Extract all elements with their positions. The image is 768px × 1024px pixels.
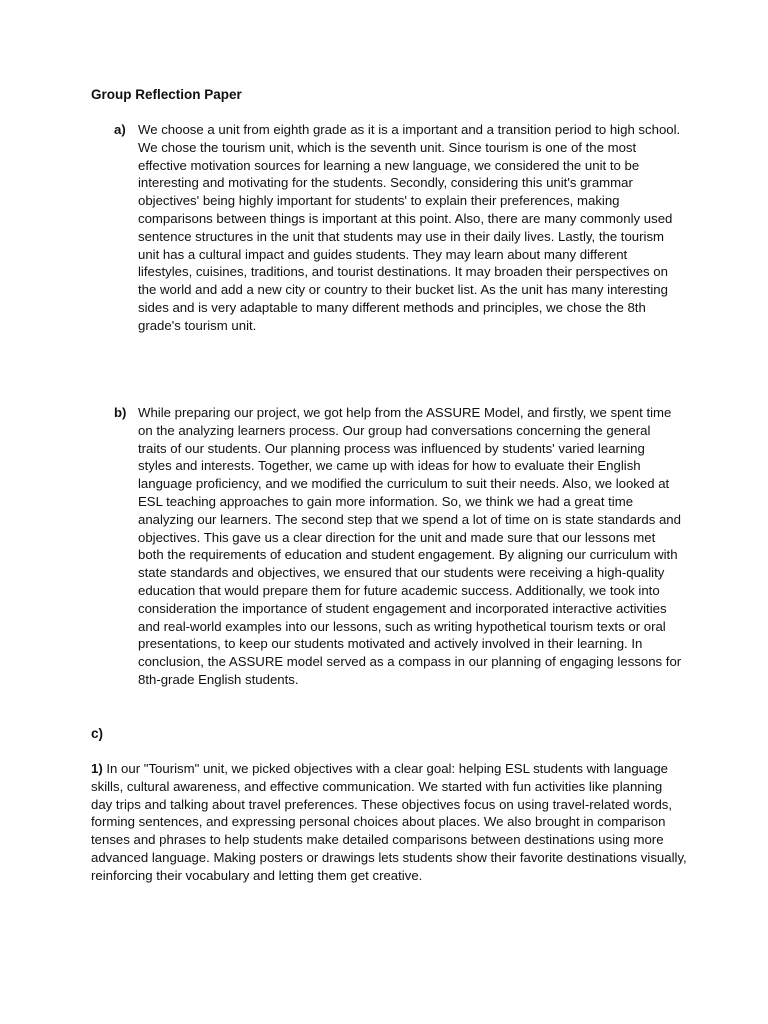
section-a	[114, 121, 682, 335]
section-b-text: While preparing our project, we got help from the ASSURE Model, and firstly, we spent time on the analyzing learners process. Our group had conversations concerning the general traits of our students. Our planning process was influenced by students' varied learning styles and interests. Together, we came up with ideas for how to evaluate their English language proficiency, and we modified the curriculum to suit their needs. Also, we looked at ESL teaching approaches to gain more information. So, we think we had a great time analyzing our learners. The second step that we spend a lot of time on is state standards and objectives. This gave us a clear direction for the unit and made sure that our lessons met both the requirements of education and student engagement. By aligning our curriculum with state standards and objectives, we ensured that our students were receiving a high-quality education that would prepare them for future academic success. Additionally, we took into consideration the importance of student engagement and incorporated interactive activities and real-world examples into our lessons, such as writing hypothetical tourism texts or oral presentations, to keep our students motivated and actively involved in their learning. In conclusion, the ASSURE model served as a compass in our planning of engaging lessons for 8th-grade English students.	[138, 405, 682, 687]
section-b-marker: b)	[114, 405, 127, 420]
document-title: Group Reflection Paper	[91, 87, 242, 102]
section-c-item-1-number: 1)	[91, 761, 103, 776]
section-a-marker: a)	[114, 122, 126, 137]
section-b	[114, 404, 682, 689]
section-c-item-1-text: In our "Tourism" unit, we picked objectives with a clear goal: helping ESL students with language skills, cultural awareness, and effective communication. We started with fun activities like planning day trips and talking about travel preferences. These objectives focus on using travel-related words, forming sentences, and expressing personal choices about places. We also brought in comparison tenses and phrases to help students make detailed comparisons between destinations using more advanced language. Making posters or drawings lets students show their favorite destinations visually, reinforcing their vocabulary and letting them get creative.	[91, 761, 687, 883]
section-c-paragraph-1	[91, 760, 687, 885]
section-c-marker: c)	[91, 726, 104, 741]
section-a-text: We choose a unit from eighth grade as it is a important and a transition period to high school. We chose the tourism unit, which is the seventh unit. Since tourism is one of the most effective motivation sources for learning a new language, we considered the unit to be interesting and motivating for the students. Secondly, considering this unit's grammar objectives' being highly important for students' to explain their preferences, making comparisons between things is important at this point. Also, there are many commonly used sentence structures in the unit that students may use in their daily lives. Lastly, the tourism unit has a cultural impact and guides students. They may learn about many different lifestyles, cuisines, traditions, and tourist destinations. It may broaden their perspectives on the world and add a new city or country to their bucket list. As the unit has many interesting sides and is very adaptable to many different methods and principles, we chose the 8th grade's tourism unit.	[138, 122, 681, 333]
